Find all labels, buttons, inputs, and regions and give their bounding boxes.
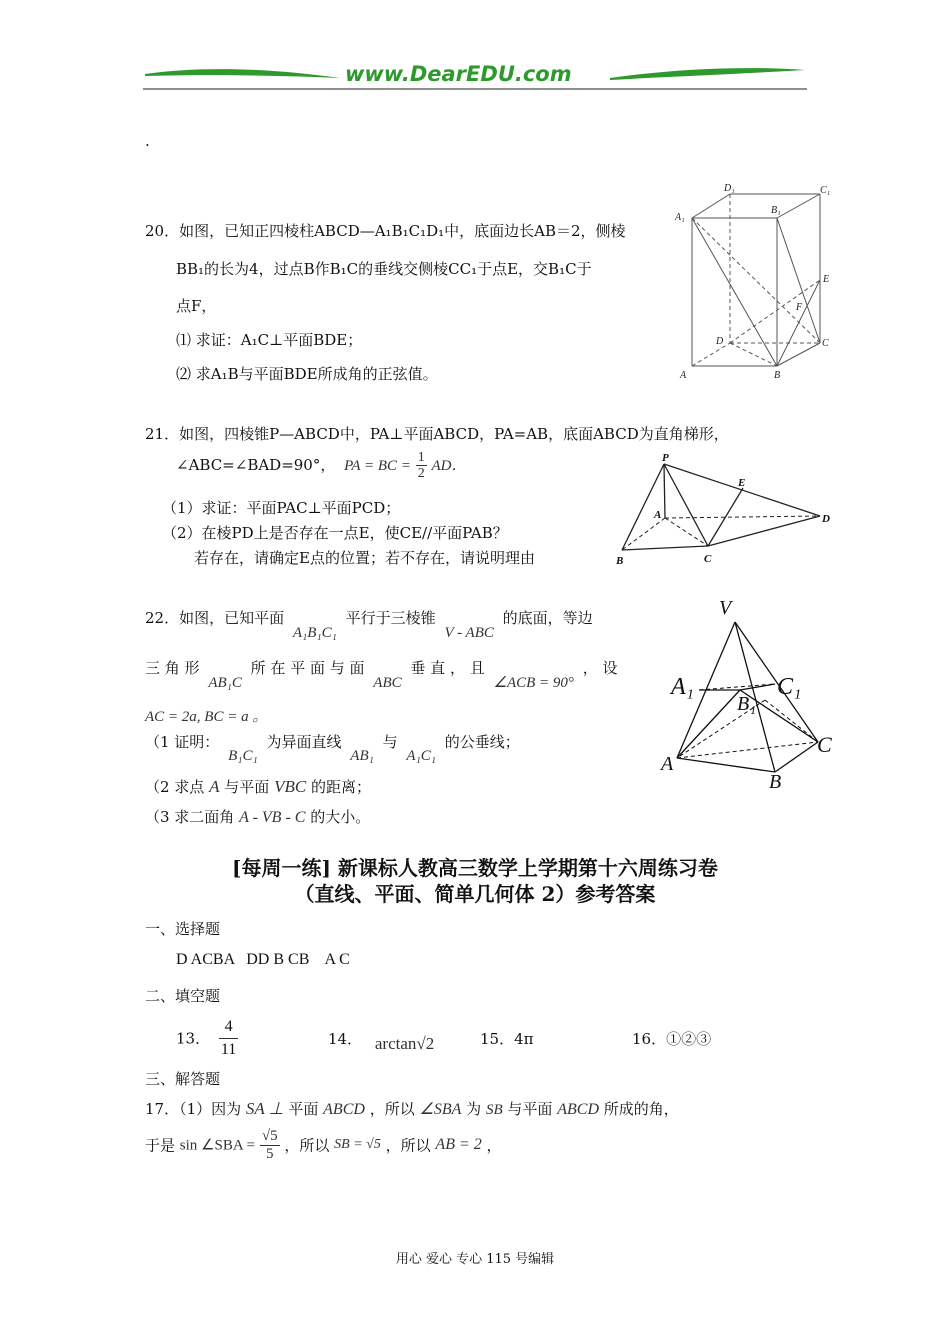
- answer-title-2: （直线、平面、简单几何体 2）参考答案: [294, 882, 656, 906]
- q17-m1: SA ⊥: [245, 1099, 284, 1118]
- section-fill: 二、填空题: [145, 987, 221, 1005]
- q22-l1b: 平行于三棱锥: [345, 609, 436, 627]
- q22-label-b1: B₁: [737, 693, 757, 715]
- q20-label-a1: A₁: [675, 212, 685, 223]
- q22-l2m3: ∠ACB = 90°: [493, 675, 574, 691]
- q22-s1m1: B₁C₁: [228, 748, 258, 764]
- q20-label-f: F: [796, 302, 803, 313]
- q20-line2: BB₁的长为4，过点B作B₁C的垂线交侧棱CC₁于点E，交B₁C于: [176, 260, 592, 278]
- fill-15: 15．4π: [480, 1030, 534, 1048]
- q17-e: 与平面: [507, 1100, 553, 1118]
- q22-s3b: 的大小。: [310, 808, 371, 826]
- q22-sub3: [145, 806, 370, 827]
- stray-dot: .: [145, 132, 150, 150]
- choice-answers: D ACBA DD B CB A C: [176, 951, 350, 968]
- q17-j: ，: [486, 1136, 502, 1155]
- q17-h: ，所以: [284, 1136, 330, 1155]
- q22-label-b: B: [769, 771, 782, 793]
- q21-figure: [610, 450, 840, 575]
- q21-line2: [176, 450, 467, 482]
- q17-b: 平面: [288, 1100, 319, 1118]
- q22-s2m2: VBC: [274, 777, 307, 796]
- q17-m7: SB = √5: [334, 1137, 381, 1152]
- q20-line3: 点F，: [176, 297, 217, 315]
- q22-s1d: 的公垂线；: [444, 733, 520, 751]
- q22-line2: [145, 657, 618, 691]
- q20-label-d: D: [716, 336, 724, 347]
- q22-l1m2: V - ABC: [444, 625, 494, 641]
- q20-figure: [672, 180, 840, 385]
- q21-frac-den: 2: [417, 466, 425, 482]
- q17-line2: [145, 1128, 502, 1162]
- q21-line1: 21．如图，四棱锥P—ABCD中，PA⊥平面ABCD，PA=AB，底面ABCD为直角梯形，: [145, 425, 729, 443]
- fill-13-frac: [219, 1018, 238, 1058]
- q21-angles: ∠ABC=∠BAD=90°，: [176, 455, 336, 474]
- q17-i: ，所以: [385, 1136, 431, 1155]
- q22-l2a: 三 角 形: [145, 659, 200, 677]
- q20-label-d1: D₁: [724, 183, 735, 194]
- q21-label-d: D: [822, 513, 830, 525]
- q22-l2m1: AB₁C: [208, 675, 242, 691]
- q17-line1: [145, 1098, 679, 1119]
- q22-s2c: 的距离；: [310, 778, 371, 796]
- fill-14: [328, 1028, 435, 1053]
- q21-label-a: A: [654, 509, 662, 521]
- q17-m6: sin ∠SBA =: [179, 1137, 256, 1154]
- q17-f: 所成的角，: [603, 1100, 679, 1118]
- q22-l2m2: ABC: [373, 675, 402, 691]
- q17-frac-num: √5: [261, 1128, 278, 1144]
- q22-label-a: A: [661, 753, 674, 775]
- page-header: [140, 60, 810, 94]
- q17-m3: ∠SBA: [419, 1101, 462, 1118]
- section-solve: 三、解答题: [145, 1070, 221, 1088]
- q22-l2c: 垂 直 ， 且: [410, 659, 485, 677]
- answer-title-1: [每周一练] 新课标人教高三数学上学期第十六周练习卷: [232, 856, 718, 880]
- q20-label-e: E: [823, 274, 830, 285]
- q21-math-tail: AD．: [431, 457, 467, 474]
- q22-s3m: A - VB - C: [239, 809, 306, 826]
- q20-label-a: A: [680, 370, 687, 381]
- q21-label-p: P: [662, 452, 669, 464]
- q21-frac: [416, 450, 427, 482]
- q22-l1a: 22．如图，已知平面: [145, 609, 285, 627]
- q22-s1m3: A₁C₁: [406, 748, 437, 764]
- q20-line1: 20．如图，已知正四棱柱ABCD—A₁B₁C₁D₁中，底面边长AB＝2，侧棱: [145, 222, 626, 240]
- fill-13-label: 13．: [176, 1029, 211, 1048]
- q22-label-a1: A₁: [671, 674, 695, 700]
- q17-frac-den: 5: [265, 1145, 274, 1162]
- q22-s2b: 与平面: [224, 778, 270, 796]
- fill-13-den: 11: [220, 1040, 237, 1058]
- q21-label-c: C: [704, 553, 712, 565]
- q17-m5: ABCD: [557, 1101, 599, 1118]
- q22-s1a: （1 证明：: [145, 733, 220, 751]
- q21-label-e: E: [738, 477, 746, 489]
- fill-13: [176, 1018, 238, 1058]
- q17-m8: AB = 2: [435, 1136, 482, 1153]
- q22-s1c: 与: [382, 733, 398, 751]
- q17-a: 17．（1）因为: [145, 1100, 242, 1118]
- q22-s1b: 为异面直线: [266, 733, 342, 751]
- fill-16: 16．①②③: [632, 1030, 712, 1048]
- q20-sub2: ⑵ 求A₁B与平面BDE所成角的正弦值。: [176, 365, 438, 383]
- q21-sub1: （1）求证：平面PAC⊥平面PCD；: [162, 499, 401, 517]
- section-choice: 一、选择题: [145, 920, 221, 938]
- q22-sub1: [145, 731, 520, 764]
- q17-c: ，所以: [369, 1100, 415, 1118]
- q22-l1m1: A₁B₁C₁: [292, 625, 337, 641]
- q21-sub3: 若存在，请确定E点的位置；若不存在，请说明理由: [194, 549, 535, 567]
- q22-label-c: C: [817, 732, 832, 757]
- q17-d: 为: [466, 1100, 482, 1118]
- q20-sub1: ⑴ 求证：A₁C⊥平面BDE；: [176, 331, 363, 349]
- q22-l1c: 的底面，等边: [502, 609, 593, 627]
- q21-label-b: B: [616, 555, 624, 567]
- fill-14-label: 14．: [328, 1030, 363, 1048]
- q22-label-v: V: [719, 597, 732, 619]
- q22-figure: [655, 592, 845, 802]
- q20-label-b: B: [774, 370, 781, 381]
- q22-s2m1: A: [209, 777, 220, 796]
- q17-g: 于是: [145, 1136, 176, 1155]
- q17-m2: ABCD: [323, 1101, 365, 1118]
- site-name[interactable]: www.DearEDU.com: [345, 62, 572, 86]
- q20-label-c1: C₁: [820, 185, 831, 196]
- fill-13-num: 4: [219, 1018, 238, 1039]
- q22-s3a: （3 求二面角: [145, 808, 235, 826]
- q21-frac-num: 1: [417, 450, 425, 465]
- q22-l2b: 所 在 平 面 与 面: [250, 659, 365, 677]
- q22-line3: AC = 2a, BC = a 。: [145, 709, 268, 725]
- q22-line1: [145, 607, 593, 641]
- page-footer: 用心 爱心 专心 115 号编辑: [395, 1252, 555, 1267]
- q22-s1m2: AB₁: [350, 748, 374, 764]
- q22-l2d: ， 设: [582, 659, 618, 677]
- q17-m4: SB: [485, 1102, 503, 1118]
- q20-label-b1: B₁: [771, 205, 781, 216]
- fill-14-value: arctan√2: [374, 1034, 435, 1053]
- q17-frac: [260, 1128, 280, 1162]
- q22-s2a: （2 求点: [145, 778, 205, 796]
- q20-label-c: C: [822, 338, 829, 349]
- q21-math: PA = BC =: [344, 457, 411, 474]
- q21-sub2: （2）在棱PD上是否存在一点E，使CE//平面PAB？: [162, 524, 508, 542]
- q22-label-c1: C₁: [777, 674, 802, 700]
- q22-sub2: [145, 776, 371, 797]
